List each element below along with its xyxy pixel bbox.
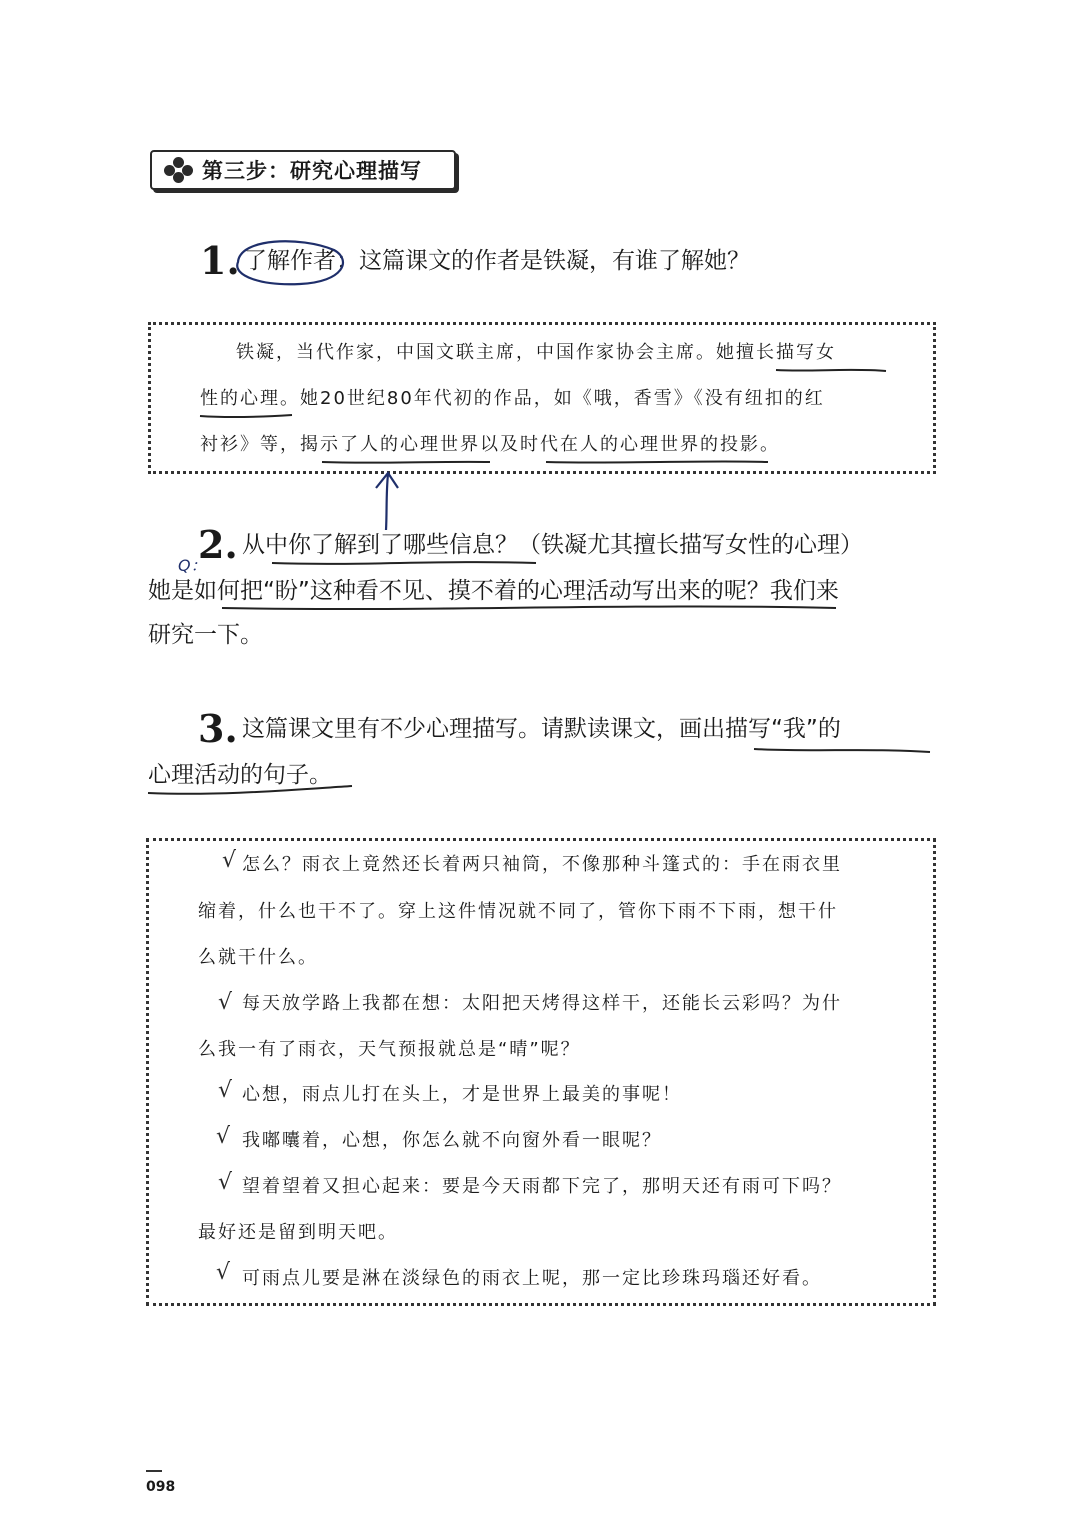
box1-line-2: 性的心理。她20世纪80年代初的作品，如《哦，香雪》《没有纽扣的红	[200, 388, 825, 409]
box2-line-8: 望着望着又担心起来：要是今天雨都下完了，那明天还有雨可下吗？	[242, 1176, 842, 1197]
box2-line-3: 么就干什么。	[198, 947, 318, 968]
check-mark-5: √	[218, 1170, 233, 1195]
q2-handwritten-note: Q：	[178, 556, 207, 575]
check-mark-1: √	[222, 848, 237, 873]
box2-line-10: 可雨点儿要是淋在淡绿色的雨衣上呢，那一定比珍珠玛瑙还好看。	[242, 1268, 822, 1289]
q2-underline-2	[222, 606, 836, 609]
box2-line-6: 心想，雨点儿打在头上，才是世界上最美的事呢！	[242, 1084, 682, 1105]
q1-text	[244, 250, 750, 273]
check-mark-2: √	[218, 990, 233, 1015]
q1-body: ：这篇课文的作者是铁凝，有谁了解她？	[336, 248, 750, 274]
step-title: 第三步：研究心理描写	[202, 159, 422, 183]
check-mark-4: √	[216, 1124, 231, 1149]
box2-line-7: 我嘟囔着，心想，你怎么就不向窗外看一眼呢？	[242, 1130, 662, 1151]
q2-number: 2.	[198, 522, 238, 567]
page-number: 098	[146, 1479, 176, 1495]
q3-line-2: 心理活动的句子。	[148, 762, 332, 788]
q2-line-3: 研究一下。	[148, 622, 263, 648]
q3-number: 3.	[198, 706, 238, 751]
check-mark-3: √	[218, 1078, 233, 1103]
box2-line-1: 怎么？雨衣上竟然还长着两只袖筒，不像那种斗篷式的：手在雨衣里	[242, 854, 842, 875]
q1-highlight: 了解作者	[244, 248, 336, 274]
check-mark-6: √	[216, 1260, 231, 1285]
box2-line-4: 每天放学路上我都在想：太阳把天烤得这样干，还能长云彩吗？为什	[242, 993, 842, 1014]
box2-line-5: 么我一有了雨衣，天气预报就总是“晴”呢？	[198, 1039, 581, 1060]
q2-line-2: 她是如何把“盼”这种看不见、摸不着的心理活动写出来的呢？我们来	[148, 578, 839, 604]
box2-line-9: 最好还是留到明天吧。	[198, 1222, 398, 1243]
page-number-dash	[146, 1470, 162, 1472]
box1-line-3: 衬衫》等，揭示了人的心理世界以及时代在人的心理世界的投影。	[200, 434, 780, 455]
up-arrow-annotation	[376, 473, 398, 530]
q1-number: 1.	[200, 238, 240, 283]
clover-icon	[164, 157, 194, 183]
box2-line-2: 缩着，什么也干不了。穿上这件情况就不同了，管你下雨不下雨，想干什	[198, 901, 838, 922]
q2-underline-1	[272, 562, 536, 564]
step-header	[150, 150, 456, 190]
box1-line-1: 铁凝，当代作家，中国文联主席，中国作家协会主席。她擅长描写女	[236, 342, 836, 363]
q3-underline-1	[754, 749, 930, 752]
q2-line-1: 从中你了解到了哪些信息？（铁凝尤其擅长描写女性的心理）	[242, 532, 863, 558]
q3-line-1: 这篇课文里有不少心理描写。请默读课文，画出描写“我”的	[242, 716, 841, 742]
